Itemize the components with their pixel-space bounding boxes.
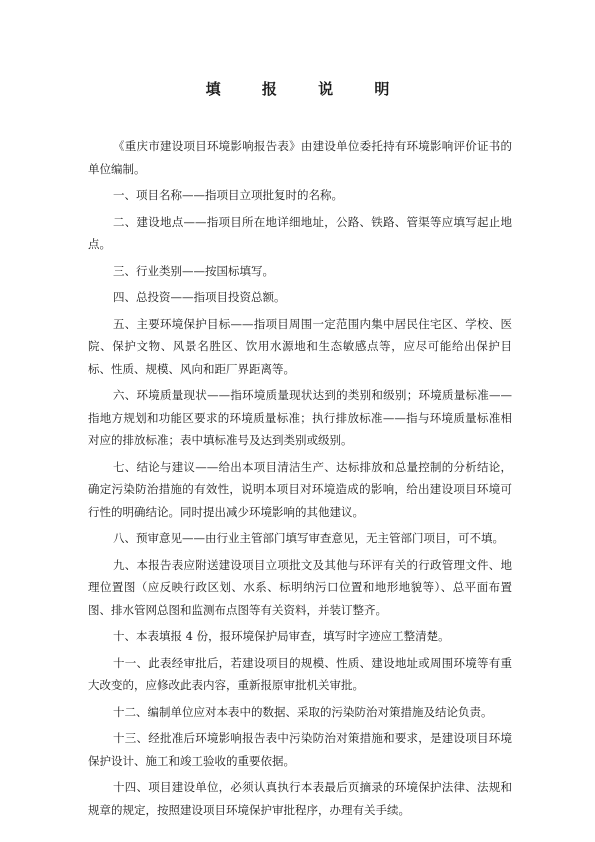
item-measures-basis: 十三、经批准后环境影响报告表中污染防治对策措施和要求，是建设项目环境保护设计、施工和竣工验收的重要依据。 (88, 731, 512, 768)
item-pre-review: 八、预审意见——由行业主管部门填写审查意见，无主管部门项目，可不填。 (113, 531, 504, 545)
item-industry-category: 三、行业类别——按国标填写。 (113, 263, 274, 278)
item-responsibility: 十二、编制单位应对本表中的数据、采取的污染防治对策措施及结论负责。 (113, 704, 493, 719)
item-compliance: 十四、项目建设单位，必须认真执行本表最后页摘录的环境保护法律、法规和规章的规定，按照建设项目环境保护审批程序，办理有关手续。 (88, 780, 512, 817)
intro-paragraph: 《重庆市建设项目环境影响报告表》由建设单位委托持有环境影响评价证书的单位编制。 (88, 139, 512, 176)
item-protection-targets: 五、主要环境保护目标——指项目周围一定范围内集中居民住宅区、学校、医院、保护文物、风景名胜区、饮用水源地和生态敏感点等，应尽可能给出保护目标、性质、规模、风向和距厂界距离等。 (88, 316, 512, 376)
item-environmental-quality: 六、环境质量现状——指环境质量现状达到的类别和级别；环境质量标准——指地方规划和功能区要求的环境质量标准；执行排放标准——指与环境质量标准相对应的排放标准；表中填标准号及达到类别或级别。 (88, 388, 512, 447)
item-copies: 十、本表填报 4 份，报环境保护局审查，填写时字迹应工整清楚。 (113, 629, 450, 643)
item-project-name: 一、项目名称——指项目立项批复时的名称。 (113, 188, 343, 202)
item-attachments: 九、本报告表应附送建设项目立项批文及其他与环评有关的行政管理文件、地理位置图（应反映行政区划、水系、标明纳污口位置和地形地貌等）、总平面布置图、排水管网总图和监测布点图等有关资料，并装订整齐。 (88, 557, 512, 617)
item-changes: 十一、此表经审批后，若建设项目的规模、性质、建设地址或周围环境等有重大改变的，应修改此表内容，重新报原审批机关审批。 (88, 655, 512, 692)
item-conclusions: 七、结论与建议——给出本项目清洁生产、达标排放和总量控制的分析结论，确定污染防治措施的有效性，说明本项目对环境造成的影响，给出建设项目环境可行性的明确结论。同时提出减少环境影响的其他建议。 (88, 459, 512, 519)
item-construction-location: 二、建设地点——指项目所在地详细地址，公路、铁路、管渠等应填写起止地点。 (88, 214, 512, 251)
item-total-investment: 四、总投资——指项目投资总额。 (113, 290, 286, 304)
instructions-body (88, 135, 512, 825)
page-title: 填 报 说 明 (205, 80, 408, 98)
